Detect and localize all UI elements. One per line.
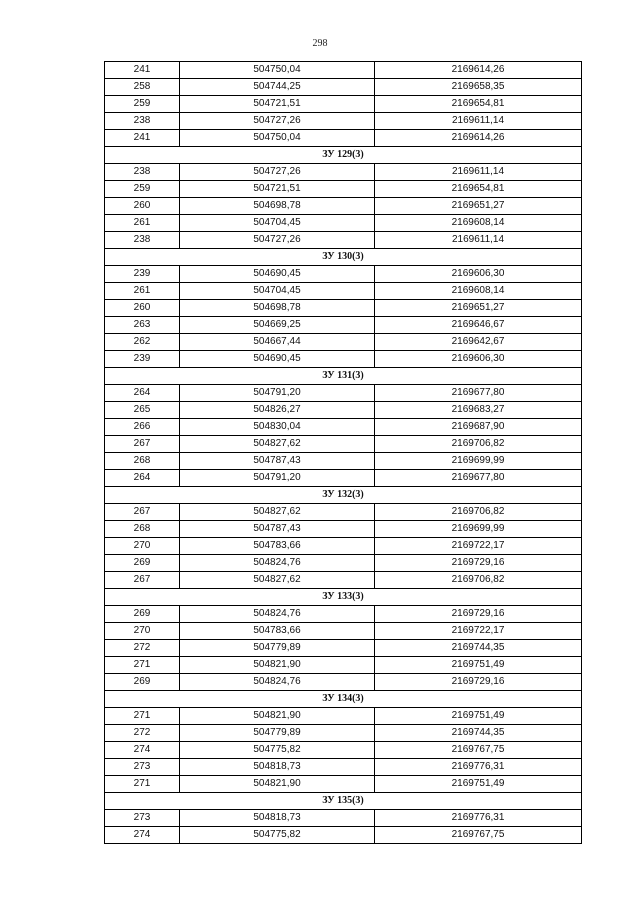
point-row — [105, 453, 582, 470]
point-number-cell: 238 — [105, 164, 180, 181]
point-number-cell: 269 — [105, 555, 180, 572]
x-coordinate-cell: 504744,25 — [180, 79, 375, 96]
y-coordinate-cell: 2169646,67 — [375, 317, 582, 334]
point-number-cell: 259 — [105, 96, 180, 113]
y-coordinate-cell: 2169658,35 — [375, 79, 582, 96]
y-coordinate-cell: 2169776,31 — [375, 759, 582, 776]
x-coordinate-cell: 504821,90 — [180, 657, 375, 674]
x-coordinate-cell: 504783,66 — [180, 538, 375, 555]
section-title: ЗУ 133(3) — [105, 589, 582, 606]
point-row — [105, 96, 582, 113]
point-number-cell: 267 — [105, 504, 180, 521]
point-row — [105, 640, 582, 657]
point-number-cell: 267 — [105, 436, 180, 453]
point-number-cell: 271 — [105, 776, 180, 793]
y-coordinate-cell: 2169767,75 — [375, 742, 582, 759]
x-coordinate-cell: 504818,73 — [180, 759, 375, 776]
section-header-row — [105, 147, 582, 164]
point-row — [105, 657, 582, 674]
point-number-cell: 265 — [105, 402, 180, 419]
point-number-cell: 274 — [105, 742, 180, 759]
x-coordinate-cell: 504818,73 — [180, 810, 375, 827]
point-row — [105, 419, 582, 436]
point-row — [105, 759, 582, 776]
point-number-cell: 239 — [105, 266, 180, 283]
section-header-row — [105, 249, 582, 266]
point-number-cell: 258 — [105, 79, 180, 96]
point-number-cell: 241 — [105, 62, 180, 79]
y-coordinate-cell: 2169608,14 — [375, 283, 582, 300]
point-number-cell: 239 — [105, 351, 180, 368]
y-coordinate-cell: 2169654,81 — [375, 181, 582, 198]
point-row — [105, 402, 582, 419]
point-row — [105, 317, 582, 334]
x-coordinate-cell: 504791,20 — [180, 470, 375, 487]
x-coordinate-cell: 504727,26 — [180, 113, 375, 130]
point-row — [105, 113, 582, 130]
point-number-cell: 274 — [105, 827, 180, 844]
point-number-cell: 260 — [105, 198, 180, 215]
y-coordinate-cell: 2169651,27 — [375, 300, 582, 317]
point-number-cell: 261 — [105, 283, 180, 300]
x-coordinate-cell: 504824,76 — [180, 606, 375, 623]
x-coordinate-cell: 504727,26 — [180, 164, 375, 181]
x-coordinate-cell: 504721,51 — [180, 181, 375, 198]
y-coordinate-cell: 2169751,49 — [375, 708, 582, 725]
point-number-cell: 268 — [105, 521, 180, 538]
y-coordinate-cell: 2169677,80 — [375, 470, 582, 487]
point-number-cell: 260 — [105, 300, 180, 317]
x-coordinate-cell: 504824,76 — [180, 674, 375, 691]
point-row — [105, 215, 582, 232]
x-coordinate-cell: 504727,26 — [180, 232, 375, 249]
x-coordinate-cell: 504667,44 — [180, 334, 375, 351]
y-coordinate-cell: 2169606,30 — [375, 351, 582, 368]
point-row — [105, 283, 582, 300]
y-coordinate-cell: 2169651,27 — [375, 198, 582, 215]
section-title: ЗУ 131(3) — [105, 368, 582, 385]
point-number-cell: 273 — [105, 810, 180, 827]
y-coordinate-cell: 2169611,14 — [375, 232, 582, 249]
point-number-cell: 269 — [105, 606, 180, 623]
x-coordinate-cell: 504791,20 — [180, 385, 375, 402]
x-coordinate-cell: 504821,90 — [180, 776, 375, 793]
section-header-row — [105, 793, 582, 810]
point-number-cell: 263 — [105, 317, 180, 334]
point-row — [105, 436, 582, 453]
x-coordinate-cell: 504669,25 — [180, 317, 375, 334]
y-coordinate-cell: 2169706,82 — [375, 436, 582, 453]
x-coordinate-cell: 504783,66 — [180, 623, 375, 640]
y-coordinate-cell: 2169611,14 — [375, 164, 582, 181]
y-coordinate-cell: 2169767,75 — [375, 827, 582, 844]
x-coordinate-cell: 504830,04 — [180, 419, 375, 436]
point-number-cell: 259 — [105, 181, 180, 198]
coordinates-table — [104, 61, 582, 844]
y-coordinate-cell: 2169608,14 — [375, 215, 582, 232]
point-row — [105, 827, 582, 844]
x-coordinate-cell: 504787,43 — [180, 453, 375, 470]
y-coordinate-cell: 2169642,67 — [375, 334, 582, 351]
point-number-cell: 261 — [105, 215, 180, 232]
point-row — [105, 266, 582, 283]
point-row — [105, 521, 582, 538]
point-number-cell: 273 — [105, 759, 180, 776]
point-row — [105, 572, 582, 589]
y-coordinate-cell: 2169722,17 — [375, 623, 582, 640]
y-coordinate-cell: 2169729,16 — [375, 674, 582, 691]
point-row — [105, 725, 582, 742]
point-number-cell: 266 — [105, 419, 180, 436]
y-coordinate-cell: 2169722,17 — [375, 538, 582, 555]
point-row — [105, 62, 582, 79]
point-number-cell: 272 — [105, 640, 180, 657]
y-coordinate-cell: 2169706,82 — [375, 504, 582, 521]
x-coordinate-cell: 504779,89 — [180, 640, 375, 657]
coordinates-table-body — [105, 62, 582, 844]
point-row — [105, 776, 582, 793]
y-coordinate-cell: 2169699,99 — [375, 521, 582, 538]
point-row — [105, 470, 582, 487]
point-number-cell: 238 — [105, 113, 180, 130]
x-coordinate-cell: 504698,78 — [180, 300, 375, 317]
point-number-cell: 264 — [105, 385, 180, 402]
point-row — [105, 810, 582, 827]
section-title: ЗУ 135(3) — [105, 793, 582, 810]
x-coordinate-cell: 504698,78 — [180, 198, 375, 215]
point-row — [105, 79, 582, 96]
point-row — [105, 674, 582, 691]
section-title: ЗУ 132(3) — [105, 487, 582, 504]
y-coordinate-cell: 2169699,99 — [375, 453, 582, 470]
point-row — [105, 198, 582, 215]
point-number-cell: 271 — [105, 657, 180, 674]
y-coordinate-cell: 2169751,49 — [375, 657, 582, 674]
point-number-cell: 268 — [105, 453, 180, 470]
point-number-cell: 269 — [105, 674, 180, 691]
x-coordinate-cell: 504721,51 — [180, 96, 375, 113]
point-number-cell: 271 — [105, 708, 180, 725]
x-coordinate-cell: 504779,89 — [180, 725, 375, 742]
point-row — [105, 351, 582, 368]
x-coordinate-cell: 504787,43 — [180, 521, 375, 538]
y-coordinate-cell: 2169614,26 — [375, 130, 582, 147]
x-coordinate-cell: 504827,62 — [180, 504, 375, 521]
point-row — [105, 232, 582, 249]
section-title: ЗУ 130(3) — [105, 249, 582, 266]
section-header-row — [105, 487, 582, 504]
point-row — [105, 606, 582, 623]
point-number-cell: 264 — [105, 470, 180, 487]
x-coordinate-cell: 504824,76 — [180, 555, 375, 572]
point-row — [105, 623, 582, 640]
point-row — [105, 385, 582, 402]
y-coordinate-cell: 2169744,35 — [375, 725, 582, 742]
point-row — [105, 555, 582, 572]
point-row — [105, 742, 582, 759]
y-coordinate-cell: 2169706,82 — [375, 572, 582, 589]
y-coordinate-cell: 2169729,16 — [375, 555, 582, 572]
point-row — [105, 164, 582, 181]
y-coordinate-cell: 2169677,80 — [375, 385, 582, 402]
x-coordinate-cell: 504704,45 — [180, 215, 375, 232]
y-coordinate-cell: 2169729,16 — [375, 606, 582, 623]
section-header-row — [105, 691, 582, 708]
y-coordinate-cell: 2169654,81 — [375, 96, 582, 113]
y-coordinate-cell: 2169683,27 — [375, 402, 582, 419]
x-coordinate-cell: 504827,62 — [180, 436, 375, 453]
section-header-row — [105, 589, 582, 606]
section-title: ЗУ 134(3) — [105, 691, 582, 708]
y-coordinate-cell: 2169687,90 — [375, 419, 582, 436]
point-row — [105, 130, 582, 147]
x-coordinate-cell: 504775,82 — [180, 742, 375, 759]
point-number-cell: 262 — [105, 334, 180, 351]
y-coordinate-cell: 2169744,35 — [375, 640, 582, 657]
x-coordinate-cell: 504704,45 — [180, 283, 375, 300]
x-coordinate-cell: 504821,90 — [180, 708, 375, 725]
x-coordinate-cell: 504690,45 — [180, 351, 375, 368]
y-coordinate-cell: 2169614,26 — [375, 62, 582, 79]
x-coordinate-cell: 504690,45 — [180, 266, 375, 283]
point-number-cell: 238 — [105, 232, 180, 249]
x-coordinate-cell: 504750,04 — [180, 62, 375, 79]
point-number-cell: 272 — [105, 725, 180, 742]
point-row — [105, 504, 582, 521]
x-coordinate-cell: 504826,27 — [180, 402, 375, 419]
point-number-cell: 267 — [105, 572, 180, 589]
y-coordinate-cell: 2169751,49 — [375, 776, 582, 793]
point-row — [105, 181, 582, 198]
point-row — [105, 300, 582, 317]
point-row — [105, 334, 582, 351]
point-number-cell: 270 — [105, 623, 180, 640]
page-number: 298 — [312, 38, 328, 49]
x-coordinate-cell: 504827,62 — [180, 572, 375, 589]
y-coordinate-cell: 2169611,14 — [375, 113, 582, 130]
y-coordinate-cell: 2169776,31 — [375, 810, 582, 827]
x-coordinate-cell: 504750,04 — [180, 130, 375, 147]
point-row — [105, 708, 582, 725]
section-header-row — [105, 368, 582, 385]
section-title: ЗУ 129(3) — [105, 147, 582, 164]
x-coordinate-cell: 504775,82 — [180, 827, 375, 844]
point-row — [105, 538, 582, 555]
y-coordinate-cell: 2169606,30 — [375, 266, 582, 283]
point-number-cell: 241 — [105, 130, 180, 147]
point-number-cell: 270 — [105, 538, 180, 555]
